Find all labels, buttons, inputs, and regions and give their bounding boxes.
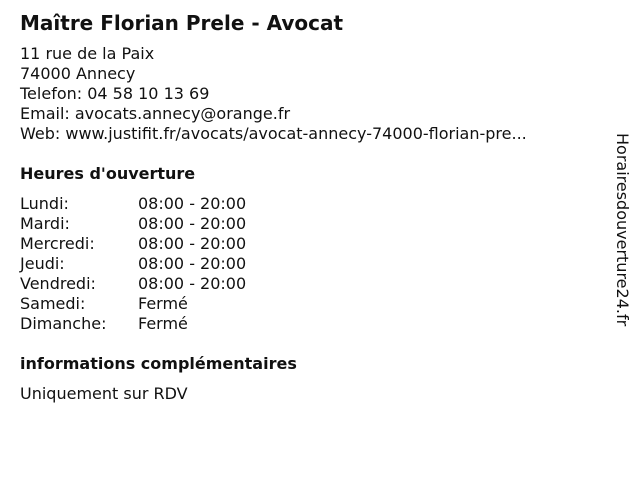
email-line: Email: avocats.annecy@orange.fr <box>20 104 291 123</box>
day-label: Mercredi: <box>20 234 95 253</box>
time-value: 08:00 - 20:00 <box>138 274 247 293</box>
time-value: Fermé <box>138 314 188 333</box>
time-value: 08:00 - 20:00 <box>138 234 247 253</box>
hours-row-lundi <box>20 194 246 214</box>
day-label: Samedi: <box>20 294 86 313</box>
page-title: Maître Florian Prele - Avocat <box>20 11 344 35</box>
opening-hours-heading: Heures d'ouverture <box>20 164 196 183</box>
additional-info-heading: informations complémentaires <box>20 354 297 373</box>
day-label: Jeudi: <box>20 254 65 273</box>
day-label: Vendredi: <box>20 274 96 293</box>
opening-hours-table <box>20 194 246 334</box>
day-label: Lundi: <box>20 194 69 213</box>
day-label: Dimanche: <box>20 314 107 333</box>
time-value: 08:00 - 20:00 <box>138 194 247 213</box>
hours-row-vendredi <box>20 274 246 294</box>
hours-row-dimanche <box>20 314 246 334</box>
address-street: 11 rue de la Paix <box>20 44 155 63</box>
hours-row-mercredi <box>20 234 246 254</box>
additional-info-text: Uniquement sur RDV <box>20 384 188 403</box>
website-line: Web: www.justifit.fr/avocats/avocat-annecy-74000-florian-pre... <box>20 124 527 143</box>
phone-line: Telefon: 04 58 10 13 69 <box>20 84 210 103</box>
hours-row-jeudi <box>20 254 246 274</box>
day-label: Mardi: <box>20 214 70 233</box>
hours-row-samedi <box>20 294 246 314</box>
time-value: Fermé <box>138 294 188 313</box>
hours-row-mardi <box>20 214 246 234</box>
site-brand-vertical: Horairesdouverture24.fr <box>613 133 632 327</box>
contact-block <box>20 44 527 144</box>
time-value: 08:00 - 20:00 <box>138 254 247 273</box>
time-value: 08:00 - 20:00 <box>138 214 247 233</box>
address-city: 74000 Annecy <box>20 64 136 83</box>
